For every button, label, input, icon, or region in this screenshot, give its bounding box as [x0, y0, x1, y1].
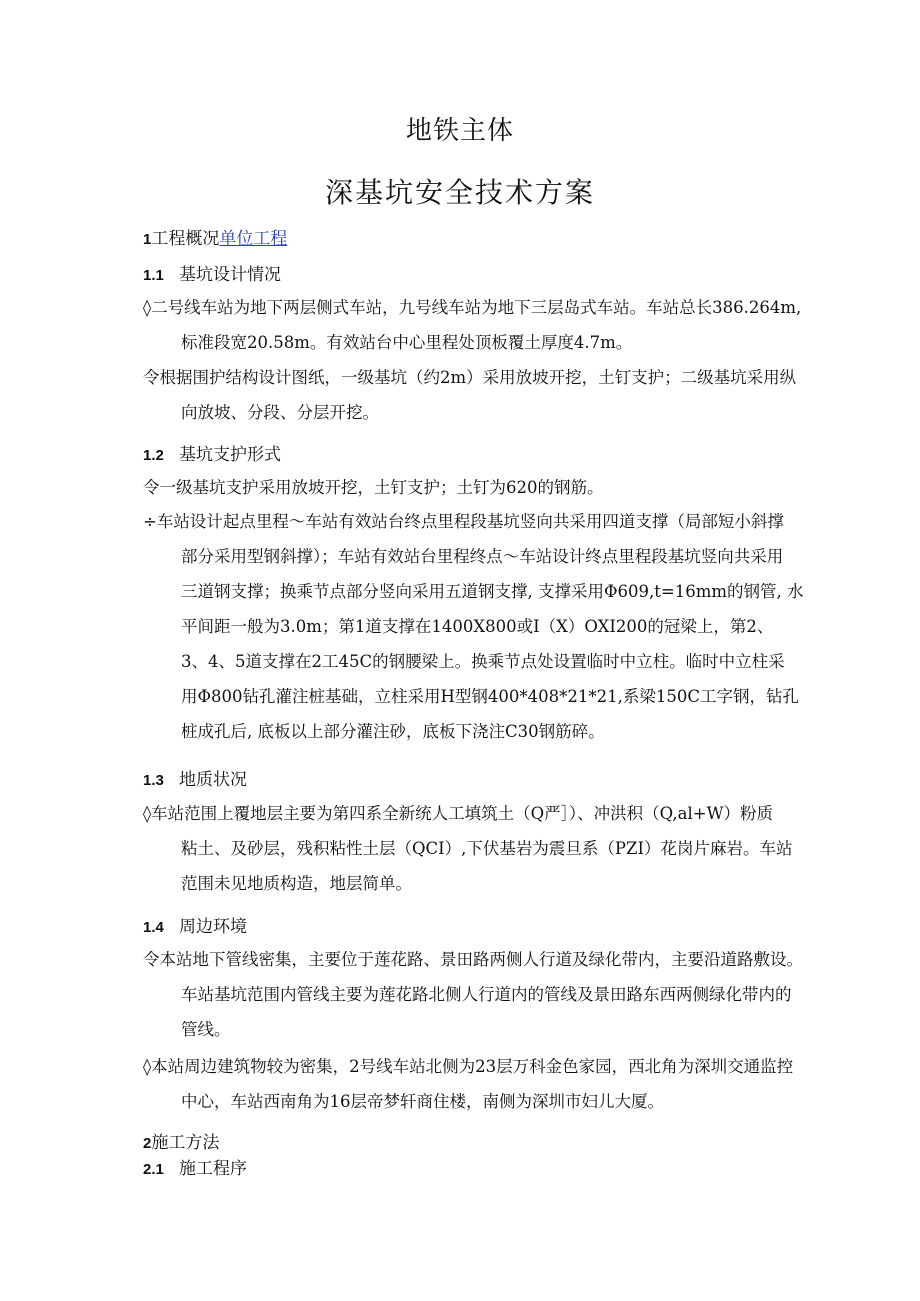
- text-line: 车站基坑范围内管线主要为莲花路北侧人行道内的管线及景田路东西两侧绿化带内的: [181, 985, 792, 1004]
- subsection-1-2-heading: [143, 440, 281, 465]
- subsection-1-1-heading: [143, 260, 281, 285]
- text-line: 范围未见地质构造，地层简单。: [181, 874, 412, 893]
- subsection-number: 2.1: [143, 1161, 164, 1178]
- subsection-title: 施工程序: [179, 1159, 247, 1179]
- text-line: ◊车站范围上覆地层主要为第四系全新统人工填筑土（Q严］）、冲洪积（Q,al+W）粉质: [143, 804, 774, 823]
- text-line: 向放坡、分段、分层开挖。: [181, 403, 379, 422]
- text-line: 令本站地下管线密集，主要位于莲花路、景田路两侧人行道及绿化带内，主要沿道路敷设。: [143, 950, 803, 969]
- subsection-number: 1.4: [143, 919, 164, 936]
- section-2-heading: [143, 1128, 219, 1153]
- unit-project-link[interactable]: 单位工程: [219, 229, 288, 249]
- section-number: 2: [143, 1135, 152, 1152]
- section-1-heading: [143, 224, 287, 249]
- section-number: 1: [143, 231, 152, 248]
- text-line: 标准段宽20.58m。有效站台中心里程处顶板覆土厚度4.7m。: [181, 333, 633, 352]
- paragraph: [143, 470, 833, 505]
- document-subtitle: 深基坑安全技术方案: [324, 176, 595, 209]
- text-line: ÷车站设计起点里程～车站有效站台终点里程段基坑竖向共采用四道支撑（局部短小斜撑: [143, 512, 784, 531]
- text-line: 用Φ800钻孔灌注桩基础，立柱采用H型钢400*408*21*21,系梁150C工字钢，钻孔: [181, 687, 800, 706]
- text-line: 令根据围护结构设计图纸，一级基坑（约2m）采用放坡开挖，土钉支护；二级基坑采用纵: [143, 368, 797, 387]
- document-title: 地铁主体: [405, 116, 514, 146]
- subsection-2-1-heading: [143, 1154, 247, 1179]
- text-line: ◊二号线车站为地下两层侧式车站，九号线车站为地下三层岛式车站。车站总长386.264m,: [143, 298, 802, 317]
- paragraph: [143, 1049, 833, 1119]
- paragraph: [143, 504, 833, 749]
- paragraph: [143, 796, 833, 901]
- paragraph: [143, 290, 833, 360]
- subsection-number: 1.2: [143, 447, 164, 464]
- subsection-number: 1.3: [143, 772, 164, 789]
- text-line: 中心，车站西南角为16层帝梦轩商住楼，南侧为深圳市妇儿大厦。: [181, 1092, 664, 1111]
- text-line: ◊本站周边建筑物较为密集，2号线车站北侧为23层万科金色家园，西北角为深圳交通监控: [143, 1057, 794, 1076]
- subsection-title: 地质状况: [179, 770, 247, 790]
- text-line: 平间距一般为3.0m；第1道支撑在1400X800或I（X）OXI200的冠梁上，第2、: [181, 617, 774, 636]
- subsection-1-3-heading: [143, 765, 247, 790]
- text-line: 令一级基坑支护采用放坡开挖，土钉支护；土钉为620的钢筋。: [143, 478, 604, 497]
- text-line: 部分采用型钢斜撑）；车站有效站台里程终点～车站设计终点里程段基坑竖向共采用: [181, 547, 784, 566]
- paragraph: [143, 942, 833, 1047]
- section-title: 施工方法: [151, 1133, 220, 1153]
- text-line: 3、4、5道支撑在2工45C的钢腰梁上。换乘节点处设置临时中立柱。临时中立柱采: [181, 652, 785, 671]
- subsection-1-4-heading: [143, 912, 247, 937]
- text-line: 管线。: [181, 1020, 231, 1039]
- text-line: 粘土、及砂层，残积粘性土层（QCI）,下伏基岩为震旦系（PZI）花岗片麻岩。车站: [181, 839, 793, 858]
- subsection-title: 基坑支护形式: [179, 445, 281, 465]
- subsection-number: 1.1: [143, 267, 164, 284]
- text-line: 桩成孔后, 底板以上部分灌注砂，底板下浇注C30钢筋碎。: [181, 722, 605, 741]
- section-title: 工程概况: [151, 229, 220, 249]
- paragraph: [143, 360, 833, 430]
- text-line: 三道钢支撑；换乘节点部分竖向采用五道钢支撑, 支撑采用Φ609,t=16mm的钢管, 水: [181, 582, 804, 601]
- subsection-title: 基坑设计情况: [179, 265, 281, 285]
- subsection-title: 周边环境: [179, 917, 247, 937]
